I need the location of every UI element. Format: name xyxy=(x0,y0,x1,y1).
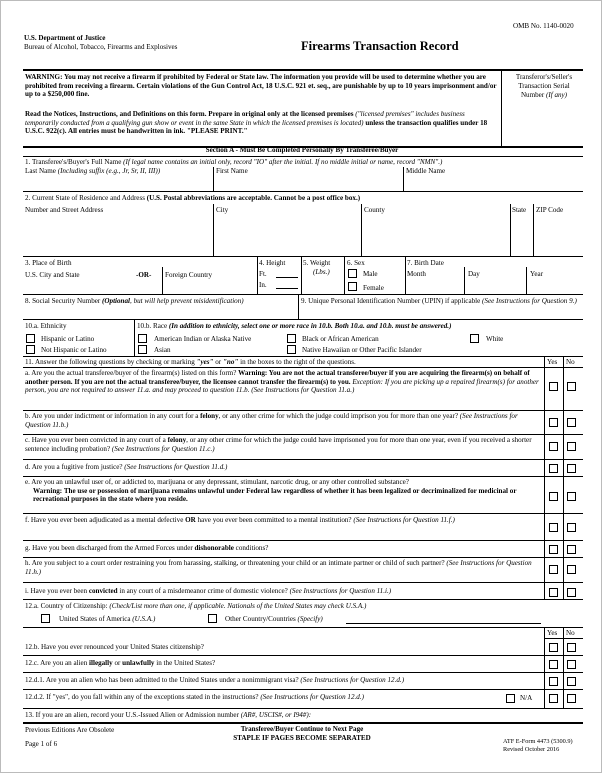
q3-label: 3. Place of Birth xyxy=(25,259,72,267)
q11h-no-checkbox[interactable] xyxy=(567,565,576,574)
birth-foreign-label: Foreign Country xyxy=(165,271,213,279)
q8-label: 8. Social Security Number (Optional, but will help prevent misidentification) xyxy=(25,297,244,305)
q12b-yes-checkbox[interactable] xyxy=(549,643,558,652)
height-ft-label: Ft. xyxy=(259,270,267,278)
first-name-label: First Name xyxy=(216,167,248,175)
q10b-label: 10.b. Race (In addition to ethnicity, select one or more race in 10.b. Both 10.a. and 10.b. must be answered.) xyxy=(137,322,452,330)
citizenship-usa-checkbox[interactable] xyxy=(41,614,50,623)
no-column-header-2: No xyxy=(566,629,575,637)
street-input[interactable] xyxy=(24,216,212,254)
q4-label: 4. Height xyxy=(259,259,286,267)
middle-name-label: Middle Name xyxy=(406,167,446,175)
q12d2-no-checkbox[interactable] xyxy=(567,694,576,703)
q11i-yes-checkbox[interactable] xyxy=(549,588,558,597)
instructions-notice: Read the Notices, Instructions, and Definitions on this form. Prepare in original only at the licensed premises ("licensed premises" includes business temporarily conducted from a qualifying gun show or event in the same State in which the licensed premises is located) unless the transaction qualifies under 18 U.S.C. 922(c). All entries must be handwritten in ink. "PLEASE PRINT." xyxy=(25,110,488,136)
q11g-yes-checkbox[interactable] xyxy=(549,545,558,554)
last-name-input[interactable] xyxy=(24,177,212,190)
height-in-label: In. xyxy=(259,281,267,289)
q11h-text: h. Are you subject to a court order restraining you from harassing, stalking, or threatening your child or an intimate partner or child of such partner? (See Instructions for Question 11.h.) xyxy=(25,559,532,576)
street-label: Number and Street Address xyxy=(25,206,104,214)
height-in-input[interactable] xyxy=(276,288,298,289)
state-label: State xyxy=(512,206,527,214)
q11g-no-checkbox[interactable] xyxy=(567,545,576,554)
q11-intro: 11. Answer the following questions by checking or marking "yes" or "no" in the boxes to the right of the questions. xyxy=(25,358,356,366)
middle-name-input[interactable] xyxy=(405,177,581,190)
q11d-text: d. Are you a fugitive from justice? (See Instructions for Question 11.d.) xyxy=(25,463,228,471)
state-input[interactable] xyxy=(511,216,532,254)
q12d1-text: 12.d.1. Are you an alien who has been admitted to the United States under a nonimmigrant visa? (See Instructions for Question 12.d.) xyxy=(25,676,405,684)
race-pacific-islander-checkbox[interactable] xyxy=(287,345,296,354)
sex-female-checkbox[interactable] xyxy=(348,282,357,291)
sex-female-label: Female xyxy=(363,284,384,292)
race-black-label: Black or African American xyxy=(302,335,379,343)
q11h-yes-checkbox[interactable] xyxy=(549,565,558,574)
citizenship-other-input[interactable] xyxy=(346,623,541,624)
q11g-text: g. Have you been discharged from the Armed Forces under dishonorable conditions? xyxy=(25,544,269,552)
city-input[interactable] xyxy=(215,216,360,254)
q11i-text: i. Have you ever been convicted in any court of a misdemeanor crime of domestic violence? (See Instructions for Question 11.i.) xyxy=(25,587,392,595)
citizenship-other-label: Other Country/Countries (Specify) xyxy=(225,615,323,623)
q11f-yes-checkbox[interactable] xyxy=(549,523,558,532)
sex-male-checkbox[interactable] xyxy=(348,269,357,278)
bureau-name: Bureau of Alcohol, Tobacco, Firearms and Explosives xyxy=(24,43,178,51)
no-column-header: No xyxy=(566,358,575,366)
ethnicity-not-hispanic-label: Not Hispanic or Latino xyxy=(41,346,107,354)
q5-label: 5. Weight xyxy=(303,259,331,267)
continue-note: Transferee/Buyer Continue to Next Page xyxy=(240,725,364,733)
q11b-text: b. Are you under indictment or information in any court for a felony, or any other crime for which the judge could imprison you for more than one year? (See Instructions for Question 11.b.) xyxy=(25,412,518,429)
race-asian-label: Asian xyxy=(154,346,171,354)
ethnicity-hispanic-label: Hispanic or Latino xyxy=(41,335,95,343)
q11i-no-checkbox[interactable] xyxy=(567,588,576,597)
previous-editions-note: Previous Editions Are Obsolete xyxy=(25,726,115,734)
q11a-no-checkbox[interactable] xyxy=(567,382,576,391)
race-asian-checkbox[interactable] xyxy=(138,345,147,354)
transaction-serial-field[interactable] xyxy=(502,107,582,145)
q11b-yes-checkbox[interactable] xyxy=(549,418,558,427)
county-input[interactable] xyxy=(363,216,509,254)
birth-day-label: Day xyxy=(468,270,480,278)
q12c-text: 12.c. Are you an alien illegally or unlawfully in the United States? xyxy=(25,659,216,667)
q11e-no-checkbox[interactable] xyxy=(567,492,576,501)
yes-column-header-2: Yes xyxy=(547,629,558,637)
transaction-serial-label: Transferor's/Seller's Transaction Serial Number (If any) xyxy=(515,73,573,99)
county-label: County xyxy=(364,206,385,214)
q12d2-na-checkbox[interactable] xyxy=(506,694,515,703)
first-name-input[interactable] xyxy=(215,177,401,190)
ethnicity-hispanic-checkbox[interactable] xyxy=(26,334,35,343)
q11c-yes-checkbox[interactable] xyxy=(549,442,558,451)
birth-year-label: Year xyxy=(530,270,544,278)
race-white-checkbox[interactable] xyxy=(470,334,479,343)
alien-number-input[interactable] xyxy=(306,710,581,720)
q12d2-na-label: N/A xyxy=(520,694,533,702)
q12c-yes-checkbox[interactable] xyxy=(549,660,558,669)
q11b-no-checkbox[interactable] xyxy=(567,418,576,427)
agency-name: U.S. Department of Justice xyxy=(24,34,106,42)
birth-us-label: U.S. City and State xyxy=(25,271,80,279)
warning-text: WARNING: You may not receive a firearm if prohibited by Federal or State law. The information you provide will be used to determine whether you are prohibited from receiving a firearm. Certain violations of the Gun Control Act, 18 U.S.C. 921 et. seq., are punishable by up to 10 years imprisonment and/or up to a $250,000 fine. xyxy=(25,73,497,99)
q11a-text: a. Are you the actual transferee/buyer of the firearm(s) listed on this form? Warning: You are not the actual transferee/buyer if you are acquiring the firearm(s) on behalf of another person. If you are not the actual transferee/buyer, the licensee cannot transfer the firearm(s) to you. Exception: If you are picking up a repaired firearm(s) for another person, you are not required to answer 11.a. and may proceed to question 11.b. (See Instructions for Question 11.a.) xyxy=(25,369,539,395)
q12c-no-checkbox[interactable] xyxy=(567,660,576,669)
form-identifier: ATF E-Form 4473 (5300.9) xyxy=(503,738,573,745)
q11f-text: f. Have you ever been adjudicated as a mental defective OR have you ever been committed to a mental institution? (See Instructions for Question 11.f.) xyxy=(25,516,455,524)
race-white-label: White xyxy=(486,335,504,343)
q11f-no-checkbox[interactable] xyxy=(567,523,576,532)
weight-unit: (Lbs.) xyxy=(313,268,330,276)
q11d-no-checkbox[interactable] xyxy=(567,464,576,473)
height-ft-input[interactable] xyxy=(276,277,298,278)
staple-note: STAPLE IF PAGES BECOME SEPARATED xyxy=(233,734,371,742)
form-title: Firearms Transaction Record xyxy=(301,39,459,53)
q11d-yes-checkbox[interactable] xyxy=(549,464,558,473)
zip-label: ZIP Code xyxy=(536,206,564,214)
header-rule xyxy=(23,69,583,71)
ethnicity-not-hispanic-checkbox[interactable] xyxy=(26,345,35,354)
q12d2-text: 12.d.2. If "yes", do you fall within any of the exceptions stated in the instructions? (See Instructions for Question 12.d.) xyxy=(25,693,364,701)
zip-input[interactable] xyxy=(535,216,581,254)
citizenship-usa-label: United States of America (U.S.A.) xyxy=(59,615,156,623)
q7-label: 7. Birth Date xyxy=(407,259,444,267)
q13-text: 13. If you are an alien, record your U.S.-Issued Alien or Admission number (AR#, USCIS#, or I94#): xyxy=(25,711,312,719)
q2-label: 2. Current State of Residence and Address (U.S. Postal abbreviations are acceptable. Cannot be a post office box.) xyxy=(25,194,361,202)
q11e-yes-checkbox[interactable] xyxy=(549,492,558,501)
q10a-label: 10.a. Ethnicity xyxy=(25,322,67,330)
revision-date: Revised October 2016 xyxy=(503,746,560,753)
birth-or-label: -OR- xyxy=(136,271,152,279)
q11c-no-checkbox[interactable] xyxy=(567,442,576,451)
citizenship-other-checkbox[interactable] xyxy=(208,614,217,623)
q12b-text: 12.b. Have you ever renounced your United States citizenship? xyxy=(25,643,204,651)
birth-month-label: Month xyxy=(407,270,426,278)
q11c-text: c. Have you ever been convicted in any court of a felony, or any other crime for which the judge could have imprisoned you for more than one year, even if you received a shorter sentence including probation? (See Instructions for Question 11.c.) xyxy=(25,436,532,453)
page-number: Page 1 of 6 xyxy=(25,740,58,748)
race-american-indian-label: American Indian or Alaska Native xyxy=(154,335,252,343)
last-name-label: Last Name (Including suffix (e.g., Jr, Sr, II, III)) xyxy=(25,167,161,175)
race-black-checkbox[interactable] xyxy=(287,334,296,343)
q12d1-no-checkbox[interactable] xyxy=(567,677,576,686)
q11e-text: e. Are you an unlawful user of, or addicted to, marijuana or any depressant, stimulant, narcotic drug, or any other controlled substance? Warning: The use or possession of marijuana remains unlawful under Federal law regardless of whether it has been legalized or decriminalized for medicinal or recreational purposes in the state where you reside. xyxy=(25,478,517,504)
q11a-yes-checkbox[interactable] xyxy=(549,382,558,391)
race-pacific-islander-label: Native Hawaiian or Other Pacific Islander xyxy=(302,346,422,354)
q6-label: 6. Sex xyxy=(347,259,365,267)
race-american-indian-checkbox[interactable] xyxy=(138,334,147,343)
q12d1-yes-checkbox[interactable] xyxy=(549,677,558,686)
q12d2-yes-checkbox[interactable] xyxy=(549,694,558,703)
q12a-label: 12.a. Country of Citizenship: (Check/List more than one, if applicable. Nationals of the United States may check U.S.A.) xyxy=(25,602,367,610)
omb-number: OMB No. 1140-0020 xyxy=(513,22,574,30)
city-label: City xyxy=(216,206,229,214)
q1-label: 1. Transferee's/Buyer's Full Name (If legal name contains an initial only, record "IO" after the initial. If no middle initial or name, record "NMN".) xyxy=(25,158,443,166)
sex-male-label: Male xyxy=(363,270,378,278)
yes-column-header: Yes xyxy=(547,358,558,366)
q12b-no-checkbox[interactable] xyxy=(567,643,576,652)
section-a-title: Section A - Must Be Completed Personally By Transferee/Buyer xyxy=(205,146,399,154)
q9-label: 9. Unique Personal Identification Number (UPIN) if applicable (See Instructions for Question 9.) xyxy=(301,297,577,305)
